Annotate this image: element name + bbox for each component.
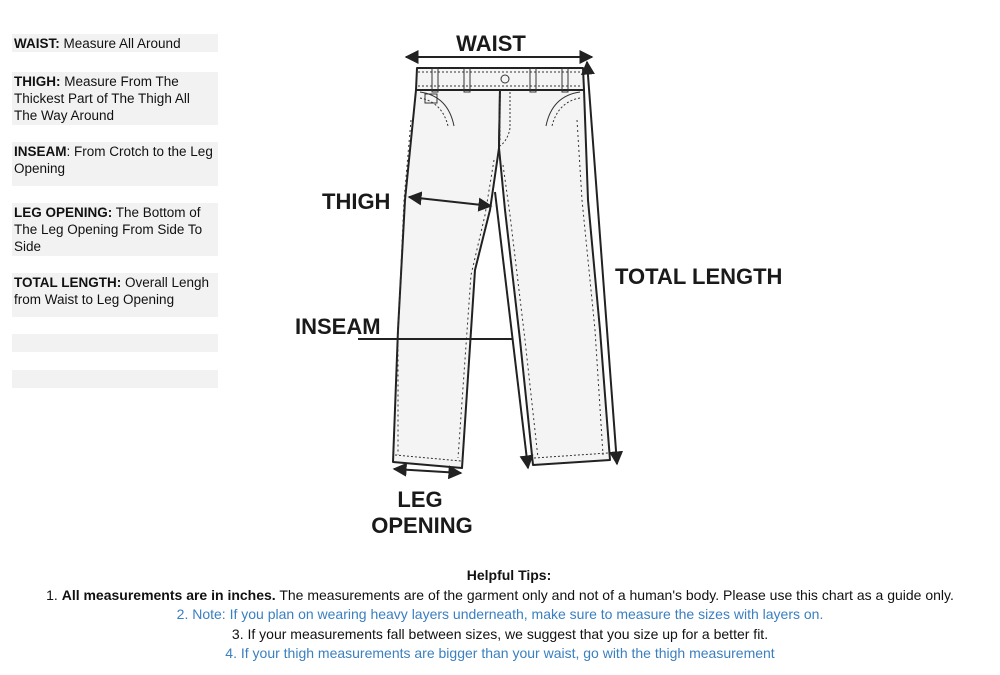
tip-1-bold: All measurements are in inches.	[61, 586, 276, 603]
definition-text: Measure From The Thickest Part of The Thigh All The Way Around	[14, 74, 190, 123]
definition-term: WAIST:	[14, 36, 60, 51]
tip-3: 3. If your measurements fall between sizes, we suggest that you size up for a better fit.	[231, 625, 769, 642]
leg-opening-label-line1: LEG	[397, 487, 443, 512]
tips-title: Helpful Tips:	[466, 567, 552, 583]
total-length-label: TOTAL LENGTH	[615, 264, 783, 289]
tip-2: 2. Note: If you plan on wearing heavy layers underneath, make sure to measure the sizes with layers on.	[176, 606, 824, 622]
inseam-label: INSEAM	[295, 314, 381, 339]
definition-term: THIGH:	[14, 74, 61, 89]
definition-text: The Bottom of The Leg Opening From Side To Side	[14, 205, 203, 254]
definition-term: TOTAL LENGTH:	[14, 275, 122, 290]
helpful-tips	[0, 566, 1000, 664]
pants-illustration	[393, 68, 610, 468]
definition-text: Measure All Around	[59, 36, 181, 51]
definition-term: INSEAM	[14, 144, 67, 159]
leg-opening-label-line2: OPENING	[371, 513, 473, 538]
thigh-label: THIGH	[322, 189, 391, 214]
tip-1	[0, 586, 1000, 606]
tip-1-rest: The measurements are of the garment only and not of a human's body. Please use this chart as a guide only.	[275, 586, 954, 603]
waist-label: WAIST	[456, 31, 526, 56]
waistband	[416, 68, 584, 90]
tip-1-prefix: 1.	[46, 586, 62, 603]
definition-text: Overall Lengh from Waist to Leg Opening	[14, 275, 210, 307]
definition-text: : From Crotch to the Leg Opening	[14, 144, 213, 176]
tip-4: 4. If your thigh measurements are bigger than your waist, go with the thigh measurement	[225, 645, 775, 661]
definition-term: LEG OPENING:	[14, 205, 113, 220]
leg-opening-arrow	[394, 469, 461, 473]
